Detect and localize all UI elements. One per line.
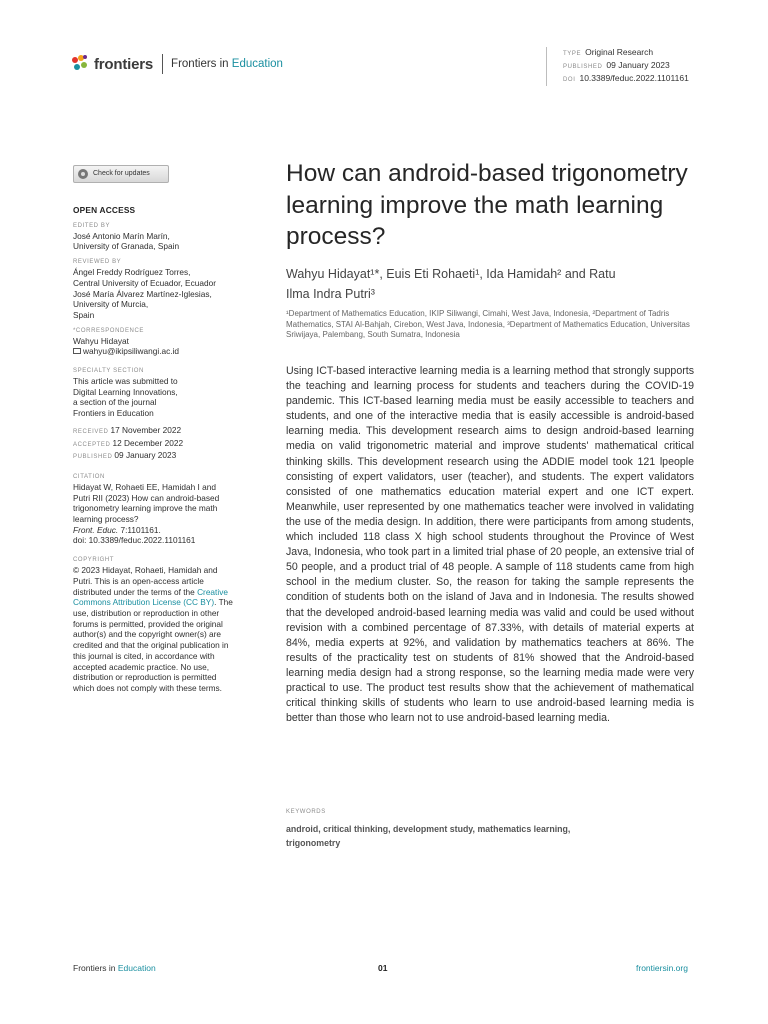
journal-accent: Education (231, 58, 283, 70)
citation-line: learning process? (73, 514, 139, 525)
authors-line: Wahyu Hidayat¹*, Euis Eti Rohaeti¹, Ida Hamidah² and Ratu (286, 267, 616, 281)
keywords (286, 823, 686, 850)
author-list (286, 264, 686, 304)
citation-doi[interactable]: doi: 10.3389/feduc.2022.1101161 (73, 535, 196, 546)
date-received: RECEIVED 17 November 2022 (73, 424, 182, 435)
keywords-line: android, critical thinking, development study, mathematics learning, (286, 824, 571, 834)
abstract-text: Using ICT-based interactive learning media is a learning method that strongly supports the teaching and learning process for students and teachers during the COVID-19 pandemic. This ICT-based learning media must be easily accessible to teachers and students, and one of the interactive media that is easily accessible is android-based learning media. This development research aims to design android-based learning media on valid trigonometric material and improve students' mathematical critical thinking skills. This development research using the ADDIE model took 121 lpeople consisting of expert validators, user (teacher), and students. The expert validators consisted of one mathematics education material expert and one ICT expert. Meanwhile, user represented by one mathematics teacher were involved in validating the use of the media design. In addition, there were participants from among students, which included 118 class X high school students throughout the Province of West Java, Indonesia, who took part in a limited trial phase of 20 people, an extensive trial of 50 people, and a product trial of 48 people. A sample of 118 students came from high school in the medium cluster. So, the reason for taking the sample represents the condition of students both on the island of Java and in Indonesia. The results showed that the developed android-based learning media was valid and could be used without revision with a combined percentage of 87.33%, with details of material experts at 84%, media experts at 92%, and validation by mathematics teachers at 86%. The results of the practicality test on students of 81% showed that the Android-based learning media design had a strong response, so the learning media made were very practical to use. The product test results show that the achievement of mathematical critical thinking skills of students who learn to use android-based learning media is better than those who learn not to use android-based learning media. (286, 365, 694, 725)
journal-name (171, 58, 283, 70)
meta-doi[interactable]: DOI 10.3389/feduc.2022.1101161 (563, 73, 689, 83)
copyright-line: author(s) and the copyright owner(s) are (73, 629, 222, 640)
logo-wordmark: frontiers (94, 55, 154, 73)
article-title: How can android-based trigonometry learning improve the math learning process? (286, 160, 688, 250)
specialty-line: Digital Learning Innovations, (73, 386, 178, 397)
affiliations: ¹Department of Mathematics Education, IKIP Siliwangi, Cimahi, West Java, Indonesia, ²Department of Tadris Mathematics, STAI Al-Bahjah, Cirebon, West Java, Indonesia, ³Department of Mathematics Education, Universitas Sriwijaya, Palembang, South Sumatra, Indonesia (286, 309, 690, 340)
footer-journal[interactable]: Frontiers in Education (73, 963, 156, 973)
article-sidebar (73, 165, 253, 694)
reviewer-line: Spain (73, 309, 95, 320)
correspondence-name: Wahyu Hidayat (73, 335, 129, 346)
authors-line: Ilma Indra Putri³ (286, 287, 375, 301)
reviewer-line: University of Murcia, (73, 299, 149, 310)
copyright-license-line: Commons Attribution License (CC BY). The (73, 597, 233, 608)
specialty-line: Frontiers in Education (73, 408, 154, 419)
correspondence-label: *CORRESPONDENCE (73, 327, 145, 334)
license-link[interactable]: Commons Attribution License (CC BY) (73, 597, 215, 608)
specialty-line: a section of the journal (73, 397, 157, 408)
open-access-label: OPEN ACCESS (73, 205, 136, 215)
frontiers-logo-icon (72, 55, 90, 73)
crossmark-icon (78, 169, 88, 179)
copyright-line: which does not comply with these terms. (73, 682, 222, 693)
copyright-line: distribution or reproduction is permitted (73, 672, 217, 683)
edited-by-label: EDITED BY (73, 222, 111, 229)
date-published: PUBLISHED 09 January 2023 (73, 450, 177, 461)
citation-line: trigonometry learning improve the math (73, 503, 218, 514)
reviewer-line: Central University of Ecuador, Ecuador (73, 277, 216, 288)
frontiers-logo[interactable] (72, 54, 283, 74)
journal-prefix: Frontiers in (171, 58, 229, 70)
logo-divider (162, 54, 163, 74)
specialty-section-label: SPECIALTY SECTION (73, 368, 144, 375)
correspondence-email[interactable]: wahyu@ikipsiliwangi.ac.id (83, 346, 180, 357)
article-dates (73, 425, 253, 463)
keywords-line: trigonometry (286, 837, 341, 848)
check-for-updates-button[interactable]: Check for updates (73, 165, 169, 183)
copyright-label: COPYRIGHT (73, 557, 115, 564)
license-link[interactable]: Creative (197, 586, 228, 597)
meta-published: PUBLISHED 09 January 2023 (563, 60, 670, 70)
date-accepted: ACCEPTED 12 December 2022 (73, 437, 184, 448)
envelope-icon (73, 348, 81, 354)
copyright-license-line: distributed under the terms of the Creative (73, 586, 228, 597)
reviewer-line: José María Álvarez Martínez-Iglesias, (73, 288, 212, 299)
keywords-label: KEYWORDS (286, 809, 326, 815)
reviewed-by-label: REVIEWED BY (73, 259, 122, 266)
copyright-line: use, distribution or reproduction in other (73, 607, 220, 618)
copyright-line: accepted academic practice. No use, (73, 661, 210, 672)
meta-type: TYPE Original Research (563, 47, 654, 57)
citation-label: CITATION (73, 473, 105, 480)
editor-line: José Antonio Marín Marín, (73, 230, 170, 241)
copyright-line: credited and that the original publication in (73, 640, 229, 651)
reviewer-line: Ángel Freddy Rodríguez Torres, (73, 267, 191, 278)
footer-site-link[interactable]: frontiersin.org (636, 963, 688, 973)
copyright-line: this journal is cited, in accordance with (73, 650, 215, 661)
editor-line: University of Granada, Spain (73, 241, 180, 252)
specialty-line: This article was submitted to (73, 376, 178, 387)
citation-journal-line: Front. Educ. 7:1101161. (73, 524, 161, 535)
article-meta (546, 47, 689, 86)
correspondence-email-row[interactable] (73, 346, 253, 357)
copyright-line: forums is permitted, provided the original (73, 618, 223, 629)
page-number: 01 (378, 963, 388, 973)
citation-line: Putri RII (2023) How can android-based (73, 492, 220, 503)
copyright-line: © 2023 Hidayat, Rohaeti, Hamidah and (73, 565, 218, 576)
citation-line: Hidayat W, Rohaeti EE, Hamidah I and (73, 481, 216, 492)
copyright-line: Putri. This is an open-access article (73, 575, 204, 586)
